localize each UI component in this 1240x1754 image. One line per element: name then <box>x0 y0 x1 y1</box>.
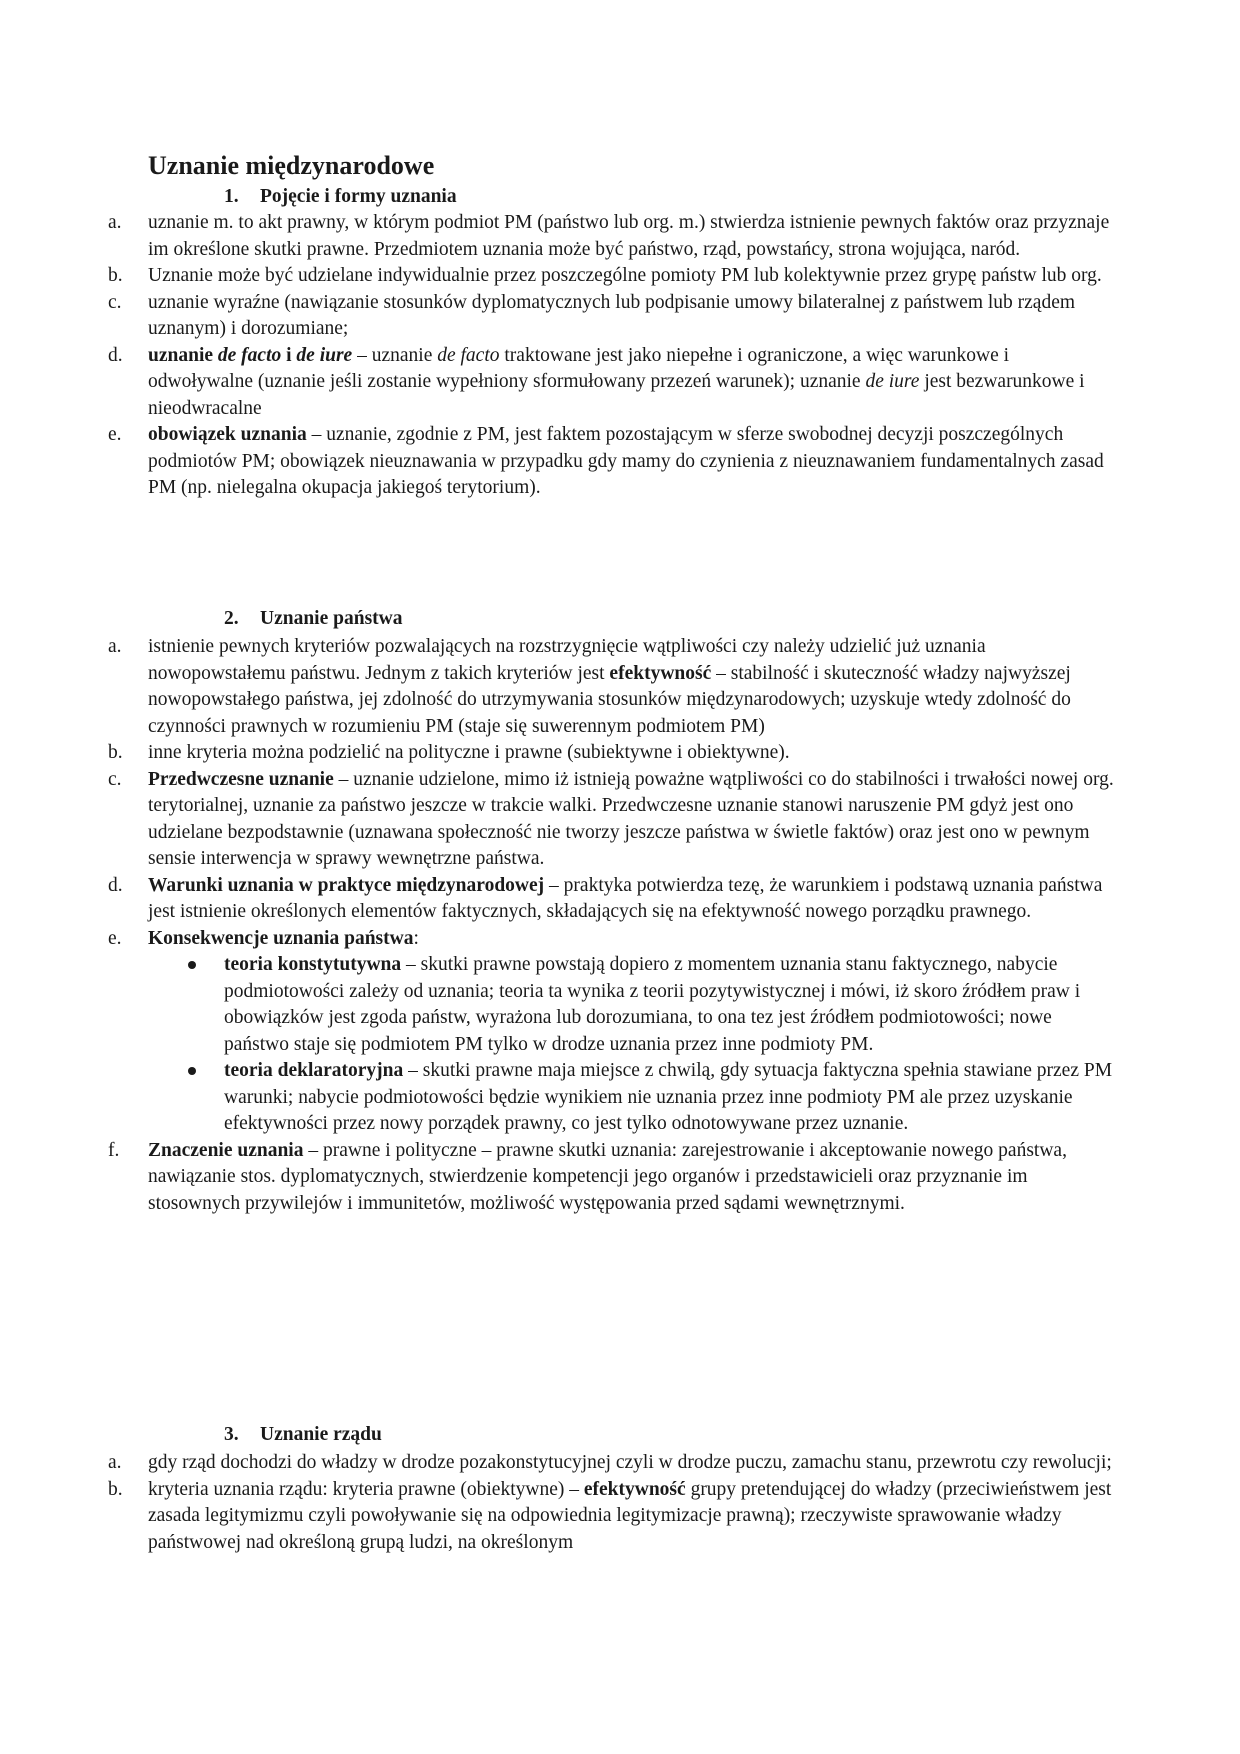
list-item <box>108 263 1118 290</box>
list-item-text: uznanie wyraźne (nawiązanie stosunków dyplomatycznych lub podpisanie umowy bilateralnej z państwem lub rządem uznanym) i dorozumiane; <box>148 291 1076 339</box>
list-marker: a. <box>108 1452 122 1473</box>
section-title: Pojęcie i formy uznania <box>260 186 457 207</box>
bullet-text: teoria deklaratoryjna – skutki prawne maja miejsce z chwilą, gdy sytuacja faktyczna spełnia stawiane przez PM warunki; nabycie podmiotowości będzie wynikiem nie uznania przez inne podmioty PM ale przez uzyskanie efektywności przez nowy porządek prawny, co jest tylko odnotowywane przez uznanie. <box>224 1060 1113 1134</box>
bullet-icon <box>188 961 196 969</box>
list-item <box>108 290 1118 343</box>
list-item-text: Znaczenie uznania – prawne i polityczne – prawne skutki uznania: zarejestrowanie i akceptowanie nowego państwa, nawiązanie stos. dyplomatycznych, stwierdzenie kompetencji jego organów i przedstawicieli oraz przyznanie im stosownych przywilejów i immunitetów, możliwość występowania przed sądami wewnętrznymi. <box>148 1139 1067 1214</box>
bullet-icon <box>188 1067 196 1075</box>
bullet-item <box>148 1058 1118 1138</box>
section-heading-3 <box>224 1422 382 1448</box>
list-marker: b. <box>108 742 123 763</box>
list-item <box>108 634 1118 740</box>
list-marker: d. <box>108 874 123 896</box>
list-item-text: Przedwczesne uznanie – uznanie udzielone, mimo iż istnieją poważne wątpliwości co do stabilności i trwałości nowej org. terytorialnej, uznanie za państwo jeszcze w trakcie walki. Przedwczesne uznanie stanowi naruszenie PM gdyż jest ono udzielane bezpodstawnie (uznawana społeczność nie tworzy jeszcze państwa w świetle faktów) oraz jest ono w pewnym sensie interwencja w sprawy wewnętrzne państwa. <box>148 768 1114 869</box>
section-number: 3. <box>224 1424 239 1445</box>
list-item <box>108 1450 1118 1477</box>
list-item <box>108 767 1118 873</box>
list-marker: c. <box>108 768 122 790</box>
list-item <box>108 210 1118 263</box>
list-item-text: obowiązek uznania – uznanie, zgodnie z PM, jest faktem pozostającym w sferze swobodnej decyzji poszczególnych podmiotów PM; obowiązek nieuznawania w przypadku gdy mamy do czynienia z nieuznawaniem fundamentalnych zasad PM (np. nielegalna okupacja jakiegoś terytorium). <box>148 424 1104 498</box>
bullet-text: teoria konstytutywna – skutki prawne powstają dopiero z momentem uznania stanu faktycznego, nabycie podmiotowości zależy od uznania; teoria ta wynika z teorii pozytywistycznej i mówi, iż skoro źródłem praw i obowiązków jest zgoda państw, wyrażona lub dorozumiana, to ona tez jest źródłem podmiotowości; nowe państwo staje się podmiotem PM tylko w drodze uznania przez inne podmioty PM. <box>224 954 1081 1055</box>
section-title: Uznanie rządu <box>260 1424 382 1445</box>
section-number: 2. <box>224 608 239 629</box>
list-marker: f. <box>108 1139 120 1161</box>
list-item-text: uznanie m. to akt prawny, w którym podmiot PM (państwo lub org. m.) stwierdza istnienie pewnych faktów oraz przyznaje im określone skutki prawne. Przedmiotem uznania może być państwo, rząd, powstańcy, strona wojująca, naród. <box>148 212 1110 260</box>
section-3-list <box>108 1450 1118 1556</box>
list-item-text: kryteria uznania rządu: kryteria prawne (obiektywne) – efektywność grupy pretendującej do władzy (przeciwieństwem jest zasada legitymizmu czyli powoływanie się na odpowiednia legitymizacje prawną); rzeczywiste sprawowanie władzy państwowej nad określoną grupą ludzi, na określonym <box>148 1478 1112 1553</box>
list-item <box>108 873 1118 926</box>
list-item-text: Konsekwencje uznania państwa: <box>148 927 419 949</box>
list-item-text: istnienie pewnych kryteriów pozwalających na rozstrzygnięcie wątpliwości czy należy udzielić już uznania nowopowstałemu państwu. Jednym z takich kryteriów jest efektywność – stabilność i skuteczność władzy najwyższej nowopowstałego państwa, jej zdolność do utrzymywania stosunków międzynarodowych; uzyskuje wtedy zdolność do czynności prawnych w rozumieniu PM (staje się suwerennym podmiotem PM) <box>148 636 1071 737</box>
list-item-text: inne kryteria można podzielić na polityczne i prawne (subiektywne i obiektywne). <box>148 742 790 763</box>
list-item <box>108 740 1118 767</box>
list-item <box>108 926 1118 1138</box>
list-marker: d. <box>108 344 123 366</box>
section-heading-2 <box>224 606 402 632</box>
section-heading-1 <box>224 184 457 210</box>
list-marker: b. <box>108 265 123 286</box>
list-item <box>108 1477 1118 1557</box>
list-item-text: uznanie de facto i de iure – uznanie de facto traktowane jest jako niepełne i ograniczone, a więc warunkowe i odwoływalne (uznanie jeśli zostanie wypełniony sformułowany przezeń warunek); uznanie de iure jest bezwarunkowe i nieodwracalne <box>148 344 1085 419</box>
section-2-list <box>108 634 1118 1217</box>
section-title: Uznanie państwa <box>260 608 403 629</box>
list-item <box>108 1138 1118 1218</box>
list-marker: e. <box>108 927 122 949</box>
section-number: 1. <box>224 186 239 207</box>
list-item-text: gdy rząd dochodzi do władzy w drodze pozakonstytucyjnej czyli w drodze puczu, zamachu stanu, przewrotu czy rewolucji; <box>148 1452 1112 1473</box>
list-marker: a. <box>108 212 122 233</box>
list-marker: c. <box>108 291 122 313</box>
list-marker: b. <box>108 1478 123 1500</box>
document-title: Uznanie międzynarodowe <box>148 151 435 180</box>
list-item-text: Warunki uznania w praktyce międzynarodowej – praktyka potwierdza tezę, że warunkiem i podstawą uznania państwa jest istnienie określonych elementów faktycznych, składających się na efektywność nowego porządku prawnego. <box>148 874 1103 922</box>
bullet-item <box>148 952 1118 1058</box>
list-item <box>108 422 1118 502</box>
list-marker: e. <box>108 424 122 445</box>
list-item-text: Uznanie może być udzielane indywidualnie przez poszczególne pomioty PM lub kolektywnie przez grypę państw lub org. <box>148 265 1102 286</box>
list-item <box>108 343 1118 423</box>
section-1-list <box>108 210 1118 502</box>
bullet-list <box>148 952 1118 1138</box>
list-marker: a. <box>108 636 122 657</box>
